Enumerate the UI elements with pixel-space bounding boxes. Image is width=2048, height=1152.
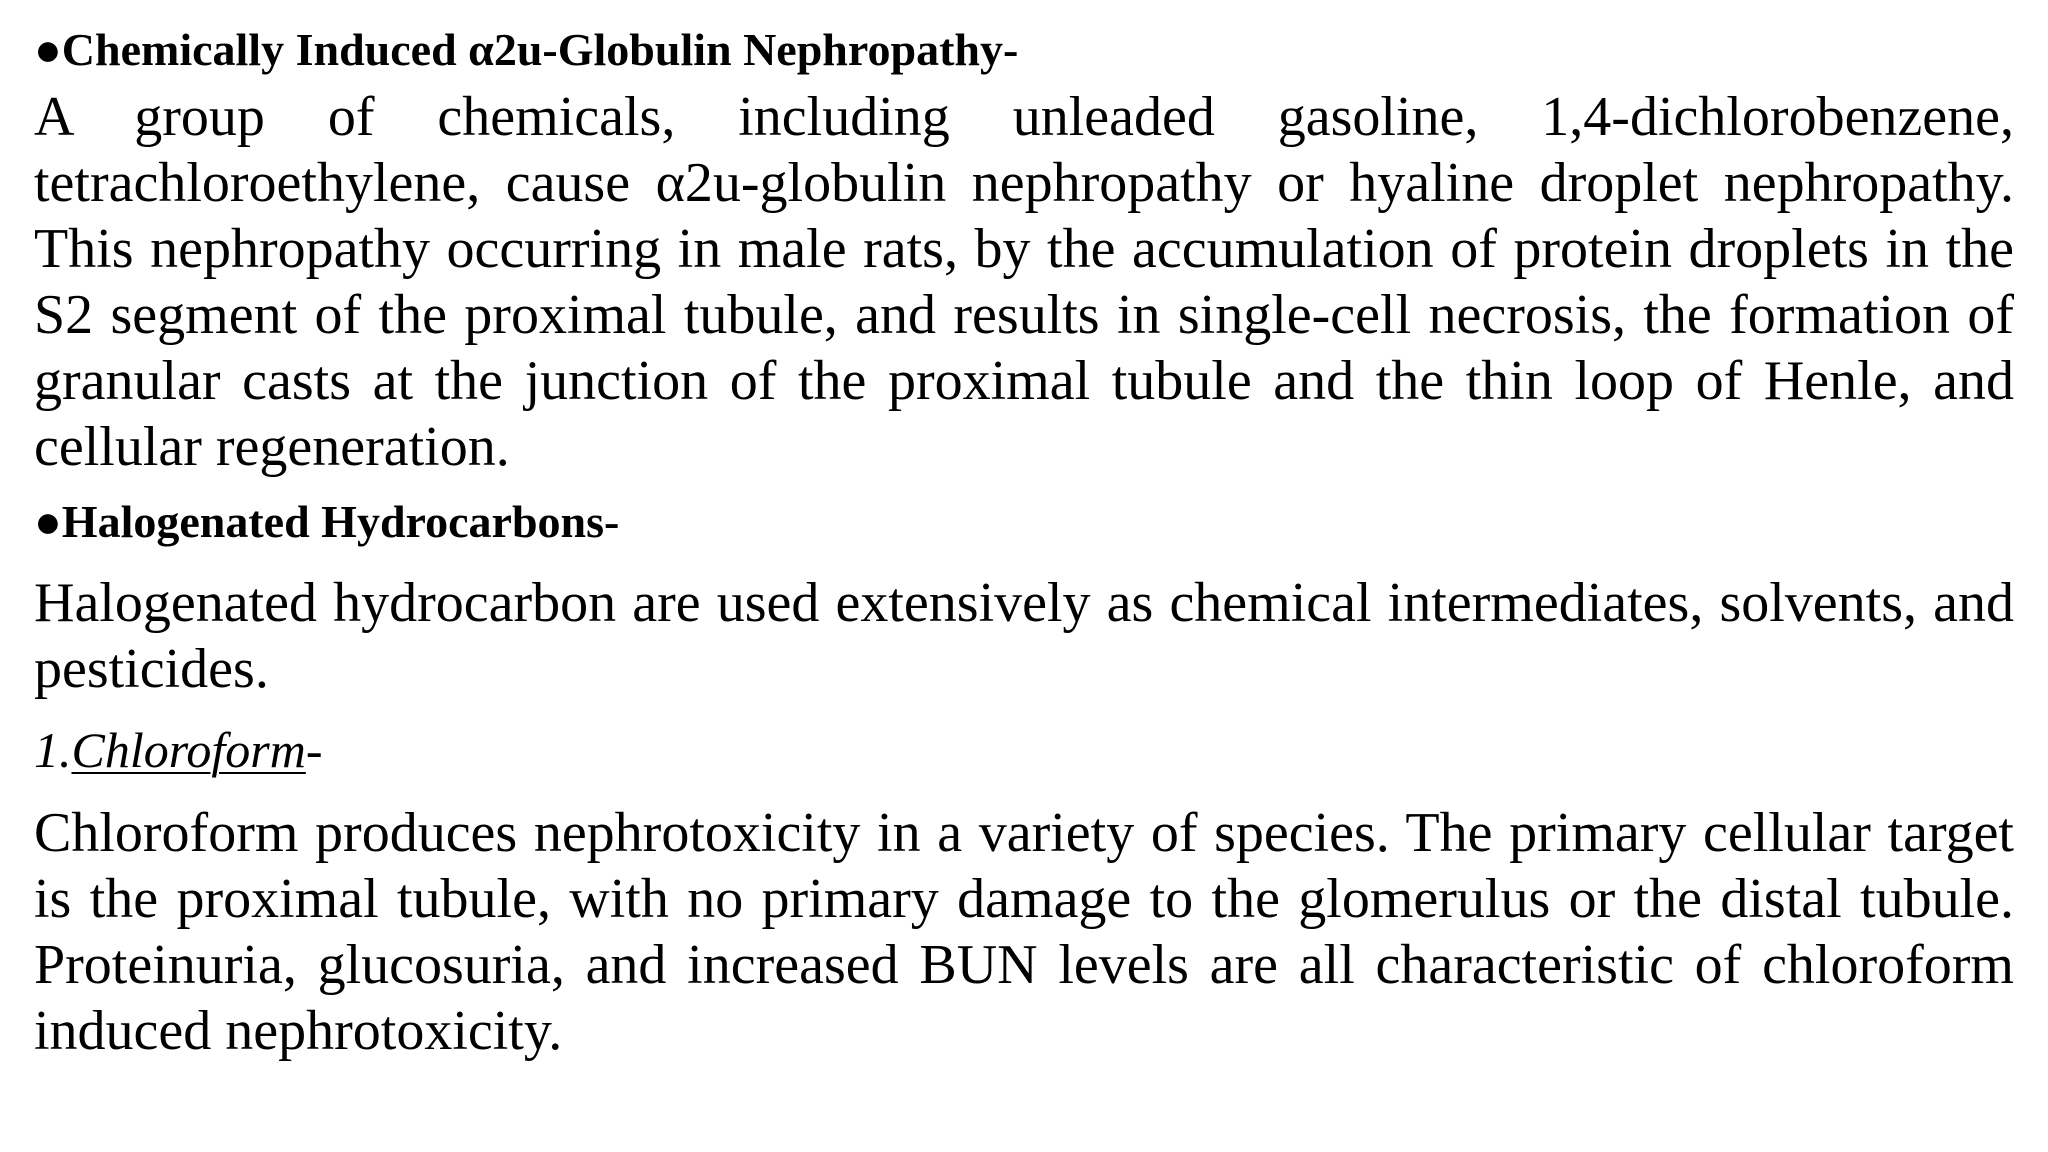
section-heading-a2u-globulin-nephropathy: ●Chemically Induced α2u-Globulin Nephropathy- [34,24,1019,75]
subheading-number: 1. [34,722,72,778]
subheading-chloroform [34,720,2014,780]
paragraph-halogenated-hydrocarbons: Halogenated hydrocarbon are used extensively as chemical intermediates, solvents, and pesticides. [34,572,2014,700]
subheading-title: Chloroform [71,722,306,778]
subheading-suffix: - [305,722,323,778]
section-heading-halogenated-hydrocarbons: ●Halogenated Hydrocarbons- [34,496,620,547]
paragraph-a2u-globulin-nephropathy: A group of chemicals, including unleaded gasoline, 1,4-dichlorobenzene, tetrachloroethylene, cause α2u-globulin nephropathy or hyaline droplet nephropathy. This nephropathy occurring in male rats, by the accumulation of protein droplets in the S2 segment of the proximal tubule, and results in single-cell necrosis, the formation of granular casts at the junction of the proximal tubule and the thin loop of Henle, and cellular regeneration. [34,86,2014,478]
document-page [34,22,2014,1064]
paragraph-chloroform: Chloroform produces nephrotoxicity in a variety of species. The primary cellular target is the proximal tubule, with no primary damage to the glomerulus or the distal tubule. Proteinuria, glucosuria, and increased BUN levels are all characteristic of chloroform induced nephrotoxicity. [34,802,2014,1062]
